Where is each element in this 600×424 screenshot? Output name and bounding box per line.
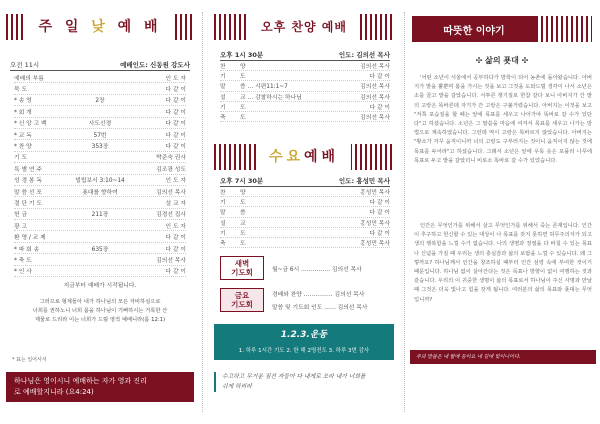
order-row-c: * 송 영 [14, 98, 32, 105]
afternoon-row-d: 다 같 이 [369, 104, 390, 111]
order-row [14, 106, 186, 117]
order-row-c: * 신 앙 고 백 [14, 121, 47, 128]
wednesday-row-b: 도 [240, 241, 246, 248]
wednesday-row-b: 씀 [240, 210, 246, 217]
order-row-r: 다 같 이 [165, 87, 186, 94]
sunday-late-note: 지금부터 예배가 시작됩니다. [63, 283, 137, 289]
wednesday-row [220, 228, 390, 238]
afternoon-row-b: 양 [240, 64, 246, 71]
order-row-c: * 찬 양 [14, 144, 32, 151]
sunday-scripture-note: 그러므로 형제들아 내가 하나님의 모든 자비하심으로 너희를 권하노니 너희 몸을 하나님이 기뻐하시는 거룩한 산 제물로 드리라 이는 너희가 드릴 영적 예배니라(롬 12:1) [32, 299, 168, 323]
order-row-c: 말 씀 선 포 [14, 189, 42, 196]
wednesday-row [220, 207, 390, 217]
afternoon-row-b: 도 [240, 115, 246, 122]
order-row-r: 김조광 성도 [156, 166, 186, 173]
order-row [14, 152, 186, 163]
wednesday-row-d: 다 같 이 [369, 200, 390, 207]
standing-legend: * 표는 일어서서 [12, 357, 47, 363]
order-row-r: 다 같 이 [165, 235, 186, 242]
order-row [14, 220, 186, 231]
order-row-r: 김경선 집사 [156, 212, 186, 219]
wednesday-row-a: 설 [220, 220, 226, 227]
wednesday-row [220, 197, 390, 207]
order-row [14, 72, 186, 83]
order-row-m: 211장 [91, 212, 109, 219]
order-row [14, 266, 186, 277]
wednesday-service-title: 수요예배 [257, 144, 351, 170]
afternoon-row [220, 61, 390, 71]
afternoon-row-b: 도 [240, 74, 246, 81]
order-row-r: 인 도 자 [165, 223, 186, 230]
order-row-r: 다 같 이 [165, 269, 186, 276]
bottom-verse-band: 주의 말씀은 내 발에 등이요 내 길에 빛이니이다. [410, 350, 596, 364]
afternoon-info [220, 50, 390, 59]
afternoon-row-b: 교 … 감찰하시는 하나님 [240, 94, 302, 101]
order-row-c: 환 영 / 교 제 [14, 235, 46, 242]
afternoon-row-d: 김의선 목사 [360, 115, 390, 122]
movement-title: 1.2.3.운동 [280, 330, 328, 340]
wednesday-leader: 인도: 홍성민 목사 [338, 177, 390, 185]
column-divider [404, 12, 405, 412]
afternoon-service-title: 오후 찬양 예배 [249, 14, 359, 40]
order-row-c: 기 도 [14, 155, 28, 162]
wednesday-row-a: 기 [220, 230, 226, 237]
order-row-r: 김의선 목사 [156, 257, 186, 264]
order-row-m: 푯대를 향하여 [82, 189, 118, 196]
order-row [14, 83, 186, 94]
wednesday-row-d: 다 같 이 [369, 210, 390, 217]
afternoon-row-a: 말 [220, 84, 226, 91]
afternoon-row [220, 92, 390, 102]
wednesday-row-b: 도 [240, 230, 246, 237]
afternoon-row-a: 기 [220, 104, 226, 111]
afternoon-row-d: 김의선 목사 [360, 84, 390, 91]
order-row [14, 118, 186, 129]
wednesday-row-d: 홍성민 목사 [360, 190, 390, 197]
order-row-r: 다 같 이 [165, 132, 186, 139]
order-row-m: 2장 [95, 98, 105, 105]
dawn-prayer-block [220, 256, 362, 280]
order-row-r: 설 교 자 [165, 200, 186, 207]
wednesday-row-d: 다 같 이 [369, 230, 390, 237]
wednesday-order-list [220, 187, 390, 248]
order-row-c: * 축 도 [14, 257, 32, 264]
sunday-leader: 예배인도: 신동원 강도사 [120, 61, 190, 69]
order-row-r: 다 같 이 [165, 98, 186, 105]
order-row-c: 특 별 연 주 [14, 166, 42, 173]
order-row-r: 인 도 자 [165, 75, 186, 82]
order-row-r: 다 같 이 [165, 246, 186, 253]
order-row-c: * 회 개 [14, 109, 32, 116]
wednesday-header-band [214, 144, 394, 170]
story-paragraph: '어떤 소년이 서울에서 공부하다가 방학이 되어 농촌에 돌아왔습니다. 아버지가 밭을 뿔뿐며 봄을 가시는 것을 보고 그것을 도와드릴 생각이 나서 소년은 소를 끌고 밭을 갈았습니다. 서투른 쟁기질로 한참 갈다 보니 아버지가 간 밭의 고랑은 똑바른데 자기가 간 고랑은 구불거렸습니다. 아버지는 이것을 보고 "저쪽 포습질을 할 때는 앞에 목표를 세우고 나아가야 똑바로 갈 수가 있단다"고 하셨습니다. 소년은 그 말씀을 마음에 여겨서 목표를 세우고 나가는 방법으로 계속하였습니다. 그런데 역시 고랑은 똑바르지 않았습니다. 아버지는 "황소가 자꾸 움직이니까 너의 고랑도 구부러지는 것이니 움직이지 않는 것에 목표를 두어라"고 하셨습니다. 그래서 소년은 앞에 우뚝 솟은 포플러 나무에 목표로 두고 밭을 갈았더니 비로소 똑바로 갈 수가 있었습니다. [414, 75, 592, 164]
order-row-r: 다 같 이 [165, 109, 186, 116]
worship-verse-box: 하나님은 영이시니 예배하는 자가 영과 진리 로 예배할지니라 (요4:24) [6, 372, 194, 402]
afternoon-time: 오후 1시 30분 [220, 51, 264, 59]
order-row-c: 예배의 부름 [14, 75, 44, 82]
warm-story-title: 따뜻한 이야기 [412, 16, 536, 42]
wednesday-row-b: 양 [240, 190, 246, 197]
friday-prayer-tag: 금요 기도회 [220, 288, 264, 312]
afternoon-leader: 인도: 김의선 목사 [338, 51, 390, 59]
order-row [14, 254, 186, 265]
sunday-header-band [6, 14, 194, 40]
order-row-r: 박준숙 권사 [156, 155, 186, 162]
wednesday-row-b: 도 [240, 200, 246, 207]
sunday-service-info [10, 60, 190, 69]
order-row-m: 635장 [91, 246, 109, 253]
wednesday-row [220, 218, 390, 228]
order-row-m: 57번 [93, 132, 107, 139]
order-row-m: 사도신경 [88, 121, 112, 128]
afternoon-row-a: 축 [220, 115, 226, 122]
afternoon-row-d: 다 같 이 [369, 74, 390, 81]
afternoon-row-b: 씀 … 시편11:1~7 [240, 84, 288, 91]
order-row-r: 김의선 목사 [156, 189, 186, 196]
order-row [14, 243, 186, 254]
wednesday-row-d: 홍성민 목사 [360, 241, 390, 248]
afternoon-row [220, 81, 390, 91]
wednesday-row-d: 홍성민 목사 [360, 220, 390, 227]
order-row [14, 140, 186, 151]
order-row [14, 197, 186, 208]
movement-banner [214, 324, 394, 360]
story-paragraph: 인간은 무엇인가를 위해서 살고 무엇인가를 위해서 죽는 존재입니다. 인간이 추구하고 헌신할 수 있는 대상이 나 목표를 갖지 못하면 허무주의자가 되고 생의 행복함을 느낄 수가 없습니다. 나의 생명과 정열을 다 바칠 수 있는 목표나 신념을 가질 때 우리는 생의 충실감과 삶의 보람을 느낄 수 있습니다. 왜 그렇까요? 하나님께서 인간을 창조하실 때부터 인간 심령 속에 부여한 것이기 때문입니다. 하나님 없이 살아간다는 것은 목표나 방향이 없이 여행하는 것과 같습니다. 우리의 이 귀중한 생명이 삶의 목표로서 하나님이 주신 사명과 만날 때 그것은 더욱 빛나고 힘을 갖게 됩니다. 여러분의 삶의 목표와 푯대는 무엇입니까? [414, 223, 592, 303]
order-row-c: * 인 사 [14, 269, 32, 276]
story-subtitle: ✣ 삶의 푯대 ✣ [475, 56, 529, 65]
order-row [14, 231, 186, 242]
wednesday-row-b: 교 [240, 220, 246, 227]
order-row [14, 175, 186, 186]
afternoon-row-a: 기 [220, 74, 226, 81]
wednesday-time: 오후 7시 30분 [220, 177, 264, 185]
dawn-prayer-schedule: 월~금 6시 …………… 김의선 목사 [272, 266, 362, 273]
wednesday-row-a: 말 [220, 210, 226, 217]
order-row [14, 129, 186, 140]
order-row [14, 95, 186, 106]
afternoon-row-d: 김의선 목사 [360, 64, 390, 71]
order-row-r: 인 도 자 [165, 178, 186, 185]
wednesday-row [220, 187, 390, 197]
afternoon-row-a: 찬 [220, 64, 226, 71]
column-divider [202, 12, 203, 412]
afternoon-order-list [220, 61, 390, 122]
afternoon-row-d: 김의선 목사 [360, 94, 390, 101]
sunday-service-title: 주 일 낮 예 배 [26, 14, 173, 40]
wednesday-row-a: 축 [220, 241, 226, 248]
friday-prayer-line: 말씀 및 기도회 인도 …… 김의선 목사 [272, 305, 368, 311]
order-row [14, 209, 186, 220]
header-rule [10, 70, 190, 71]
order-row-r: 다 같 이 [165, 121, 186, 128]
order-row-c: 성 경 봉 독 [14, 178, 42, 185]
order-row-m: 빌립보서 3:10~14 [75, 178, 125, 185]
movement-points: 1. 하루 1시간 기도 2. 한 해 2명전도 3. 하루 3번 감사 [238, 348, 370, 354]
wednesday-row-a: 찬 [220, 190, 226, 197]
order-row-c: 묵 도 [14, 87, 28, 94]
warm-story-stripe [536, 16, 592, 42]
order-row-c: 광 고 [14, 223, 28, 230]
order-row-c: 헌 금 [14, 212, 28, 219]
afternoon-row-b: 도 [240, 104, 246, 111]
invitation-quote: 수고하고 무거운 짐진 자들아 다 내게로 오라 내가 너희를 쉬게 하리라 [214, 372, 394, 392]
sunday-order-list [14, 72, 186, 277]
order-row-c: 결 단 기 도 [14, 200, 42, 207]
order-row [14, 186, 186, 197]
friday-prayer-block [220, 288, 367, 312]
afternoon-row [220, 102, 390, 112]
order-row-m: 353장 [91, 144, 109, 151]
wednesday-row-a: 기 [220, 200, 226, 207]
order-row-c: * 교 독 [14, 132, 32, 139]
afternoon-row [220, 112, 390, 122]
sunday-service-time: 오전 11시 [10, 61, 40, 69]
afternoon-row [220, 71, 390, 81]
wednesday-info [220, 176, 390, 185]
order-row [14, 163, 186, 174]
afternoon-row-a: 설 [220, 94, 226, 101]
order-row-r: 다 같 이 [165, 144, 186, 151]
friday-prayer-line: 경배와 찬양 …………… 김의선 목사 [272, 292, 365, 298]
dawn-prayer-tag: 새벽 기도회 [220, 256, 264, 280]
wednesday-row [220, 238, 390, 248]
order-row-c: * 파 회 송 [14, 246, 40, 253]
afternoon-header-band [214, 14, 394, 40]
